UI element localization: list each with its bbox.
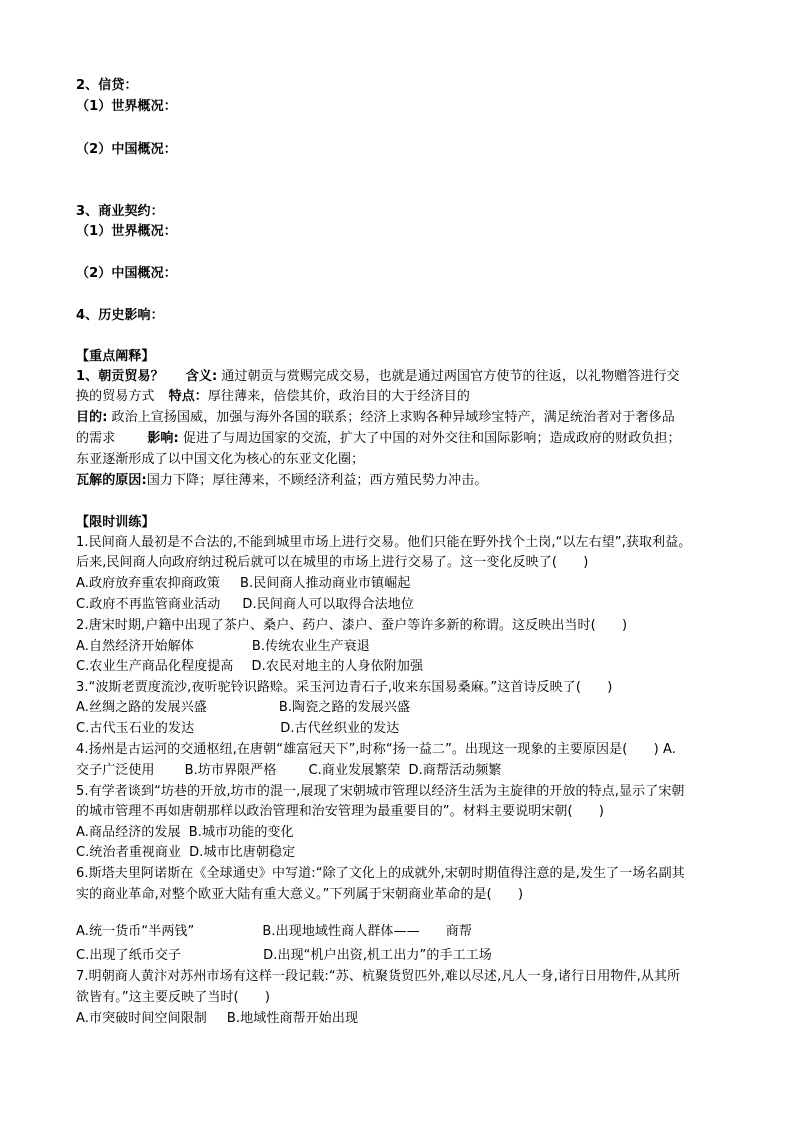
q1-option-c: C.政府不再监管商业活动	[76, 597, 221, 612]
q5-options-cd	[76, 843, 295, 862]
q4-option-a: 交子广泛使用	[76, 763, 155, 778]
collapse-text: 国力下降；厚往薄来，不顾经济利益；西方殖民势力冲击。	[146, 473, 488, 488]
q6-option-d: D.出现“机户出资,机工出力”的手工工场	[263, 948, 492, 963]
q1-stem-1: 1.民间商人最初是不合法的,不能到城里市场上进行交易。他们只能在野外找个土岗,“以左右望”,获取利益。	[76, 535, 692, 550]
q2-options-ab	[76, 637, 370, 656]
tribute-question: 1、朝贡贸易？	[76, 369, 164, 384]
q3-option-d: D.古代丝织业的发达	[280, 721, 400, 736]
q1-option-a: A.政府放弃重农抑商政策	[76, 576, 220, 591]
credit-world-label: （1）世界概况：	[76, 99, 177, 114]
tribute-collapse-line	[76, 471, 487, 490]
features-label: 特点：	[168, 389, 208, 404]
q5-option-c: C.统治者重视商业	[76, 845, 182, 860]
q6-option-b: B.出现地域性商人群体——	[262, 924, 420, 939]
tribute-purpose-line	[76, 408, 675, 427]
q6-option-a: A.统一货币“半两钱”	[76, 924, 195, 939]
q1-option-d: D.民间商人可以取得合法地位	[242, 597, 414, 612]
contract-heading: 3、商业契约：	[76, 204, 164, 219]
collapse-label: 瓦解的原因:	[76, 473, 147, 488]
q1-options-ab	[76, 574, 410, 593]
q7-option-a: A.市突破时间空间限制	[76, 1011, 207, 1026]
q2-option-c: C.农业生产商品化程度提高	[76, 659, 234, 674]
q3-stem-1: 3.“波斯老贾度流沙,夜听驼铃识路赊。采玉河边青石子,收来东国易桑麻。”这首诗反映了( )	[76, 680, 613, 695]
q5-options-ab	[76, 823, 294, 842]
contract-china-label: （2）中国概况：	[76, 266, 177, 281]
q1-options-cd	[76, 595, 414, 614]
q7-stem-1: 7.明朝商人黄汴对苏州市场有这样一段记载:“苏、杭聚货贸匹外,难以尽述,凡人一身,诸行日用物件,从其所	[76, 969, 681, 984]
q5-option-d: D.城市比唐朝稳定	[189, 845, 296, 860]
q5-option-b: B.城市功能的变化	[188, 825, 294, 840]
q1-stem-2: 后来,民间商人向政府纳过税后就可以在城里的市场上进行交易了。这一变化反映了( )	[76, 555, 589, 570]
q6-options-ab	[76, 922, 472, 941]
tribute-features-line	[76, 387, 470, 406]
q7-options-ab	[76, 1009, 358, 1028]
meaning-text-cont: 换的贸易方式	[76, 389, 155, 404]
q6-option-c: C.出现了纸币交子	[76, 948, 182, 963]
q2-option-b: B.传统农业生产衰退	[251, 639, 370, 654]
q7-stem-2: 欲皆有。”这主要反映了当时( )	[76, 990, 271, 1005]
q2-option-d: D.农民对地主的人身依附加强	[251, 659, 424, 674]
q7-option-b: B.地域性商帮开始出现	[226, 1011, 359, 1026]
q4-options	[76, 761, 501, 780]
meaning-text: 通过朝贡与赏赐完成交易，也就是通过两国官方使节的往返，以礼物赠答进行交	[221, 369, 680, 384]
contract-world-label: （1）世界概况：	[76, 224, 177, 239]
q3-option-a: A.丝绸之路的发展兴盛	[76, 700, 207, 715]
q4-option-d: D.商帮活动频繁	[408, 763, 502, 778]
training-heading: 【限时训练】	[76, 515, 155, 530]
purpose-text: 政治上宣扬国威，加强与海外各国的联系；经济上求购各种异域珍宝特产，满足统治者对于奢侈品	[111, 410, 675, 425]
q3-options-cd	[76, 719, 399, 738]
q4-option-c: C.商业发展繁荣	[308, 763, 401, 778]
q5-stem-1: 5.有学者谈到“坊巷的开放,坊市的混一,展现了宋朝城市管理以经济生活为主旋律的开放的特点,显示了宋朝	[76, 784, 685, 799]
q2-stem-1: 2.唐宋时期,户籍中出现了茶户、桑户、药户、漆户、蚕户等许多新的称谓。这反映出当时( )	[76, 618, 628, 633]
q6-stem-1: 6.斯塔夫里阿诺斯在《全球通史》中写道:“除了文化上的成就外,宋朝时期值得注意的是,发生了一场名副其	[76, 866, 685, 881]
key-points-heading: 【重点阐释】	[76, 349, 155, 364]
tribute-meaning-line	[76, 367, 680, 386]
q3-options-ab	[76, 698, 410, 717]
q3-option-b: B.陶瓷之路的发展兴盛	[278, 700, 411, 715]
impact-label: 影响:	[147, 431, 179, 446]
q4-stem-1: 4.扬州是古运河的交通枢纽,在唐朝“雄富冠天下”,时称“扬一益二”。出现这一现象的主要原因是( ) A.	[76, 742, 676, 757]
features-text: 厚往薄来，倍偿其价，政治目的大于经济目的	[207, 389, 470, 404]
meaning-label: 含义:	[185, 369, 218, 384]
tribute-impact-line	[76, 429, 681, 448]
q6-option-b-cont: 商帮	[445, 924, 472, 939]
purpose-label: 目的:	[76, 410, 108, 425]
q5-option-a: A.商品经济的发展	[76, 825, 181, 840]
q4-option-b: B.坊市界限严格	[184, 763, 277, 778]
q1-option-b: B.民间商人推动商业市镇崛起	[240, 576, 411, 591]
q2-options-cd	[76, 657, 423, 676]
q2-option-a: A.自然经济开始解体	[76, 639, 194, 654]
impact-text-cont: 东亚逐渐形成了以中国文化为核心的东亚文化圈；	[76, 452, 365, 467]
q6-stem-2: 实的商业革命,对整个欧亚大陆有重大意义。”下列属于宋朝商业革命的是( )	[76, 887, 524, 902]
q6-options-cd	[76, 946, 492, 965]
q5-stem-2: 的城市管理不再如唐朝那样以政治管理和治安管理为最重要目的”。材料主要说明宋朝( )	[76, 804, 605, 819]
q3-option-c: C.古代玉石业的发达	[76, 721, 195, 736]
impact-heading: 4、历史影响：	[76, 308, 164, 323]
credit-china-label: （2）中国概况：	[76, 142, 177, 157]
credit-heading: 2、信贷：	[76, 78, 138, 93]
purpose-text-cont: 的需求	[76, 431, 116, 446]
impact-text: 促进了与周边国家的交流，扩大了中国的对外交往和国际影响；造成政府的财政负担；	[182, 431, 681, 446]
